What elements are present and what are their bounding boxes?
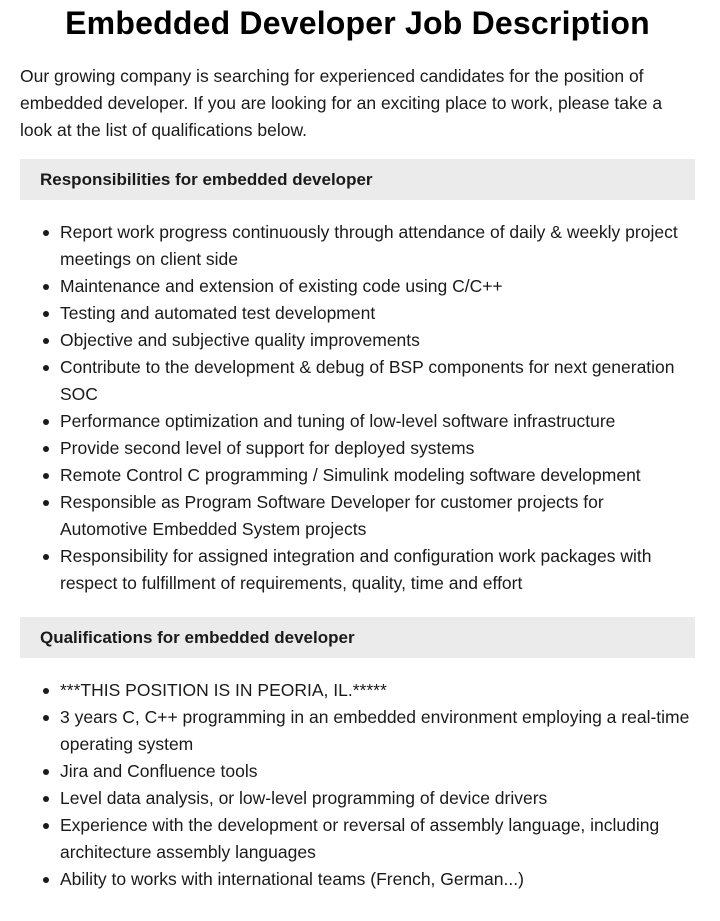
bullet-icon	[43, 715, 49, 721]
list-item: Responsible as Program Software Developer for customer projects for Automotive Embedded System projects	[60, 489, 695, 543]
list-item: Remote Control C programming / Simulink modeling software development	[60, 462, 695, 489]
list-item: Maintenance and extension of existing code using C/C++	[60, 273, 695, 300]
bullet-icon	[43, 769, 49, 775]
responsibilities-heading-text: Responsibilities for embedded developer	[40, 169, 373, 189]
bullet-icon	[43, 311, 49, 317]
list-item: Objective and subjective quality improvements	[60, 327, 695, 354]
bullet-icon	[43, 796, 49, 802]
bullet-icon	[43, 823, 49, 829]
list-item: Responsibility for assigned integration and configuration work packages with respect to fulfillment of requirements, quality, time and effort	[60, 543, 695, 597]
list-item: Experience with the development or reversal of assembly language, including architecture assembly languages	[60, 812, 695, 866]
bullet-icon	[43, 473, 49, 479]
bullet-icon	[43, 230, 49, 236]
list-item: Jira and Confluence tools	[60, 758, 695, 785]
responsibilities-heading	[20, 159, 695, 200]
responsibilities-list	[20, 219, 695, 597]
list-item: Testing and automated test development	[60, 300, 695, 327]
qualifications-heading-text: Qualifications for embedded developer	[40, 627, 355, 647]
qualifications-list	[20, 677, 695, 893]
page-title: Embedded Developer Job Description	[65, 5, 650, 41]
bullet-icon	[43, 284, 49, 290]
bullet-icon	[43, 554, 49, 560]
list-item: Report work progress continuously through attendance of daily & weekly project meetings on client side	[60, 219, 695, 273]
list-item: 3 years C, C++ programming in an embedded environment employing a real-time operating system	[60, 704, 695, 758]
bullet-icon	[43, 419, 49, 425]
list-item: Performance optimization and tuning of low-level software infrastructure	[60, 408, 695, 435]
list-item: Level data analysis, or low-level programming of device drivers	[60, 785, 695, 812]
qualifications-heading	[20, 617, 695, 658]
bullet-icon	[43, 365, 49, 371]
bullet-icon	[43, 688, 49, 694]
list-item: Ability to works with international teams (French, German...)	[60, 866, 695, 893]
bullet-icon	[43, 446, 49, 452]
list-item: Contribute to the development & debug of BSP components for next generation SOC	[60, 354, 695, 408]
bullet-icon	[43, 877, 49, 883]
bullet-icon	[43, 338, 49, 344]
list-item: ***THIS POSITION IS IN PEORIA, IL.*****	[60, 677, 695, 704]
bullet-icon	[43, 500, 49, 506]
list-item: Provide second level of support for deployed systems	[60, 435, 695, 462]
intro-paragraph: Our growing company is searching for experienced candidates for the position of embedded developer. If you are looking for an exciting place to work, please take a look at the list of qualifications below.	[20, 66, 663, 140]
